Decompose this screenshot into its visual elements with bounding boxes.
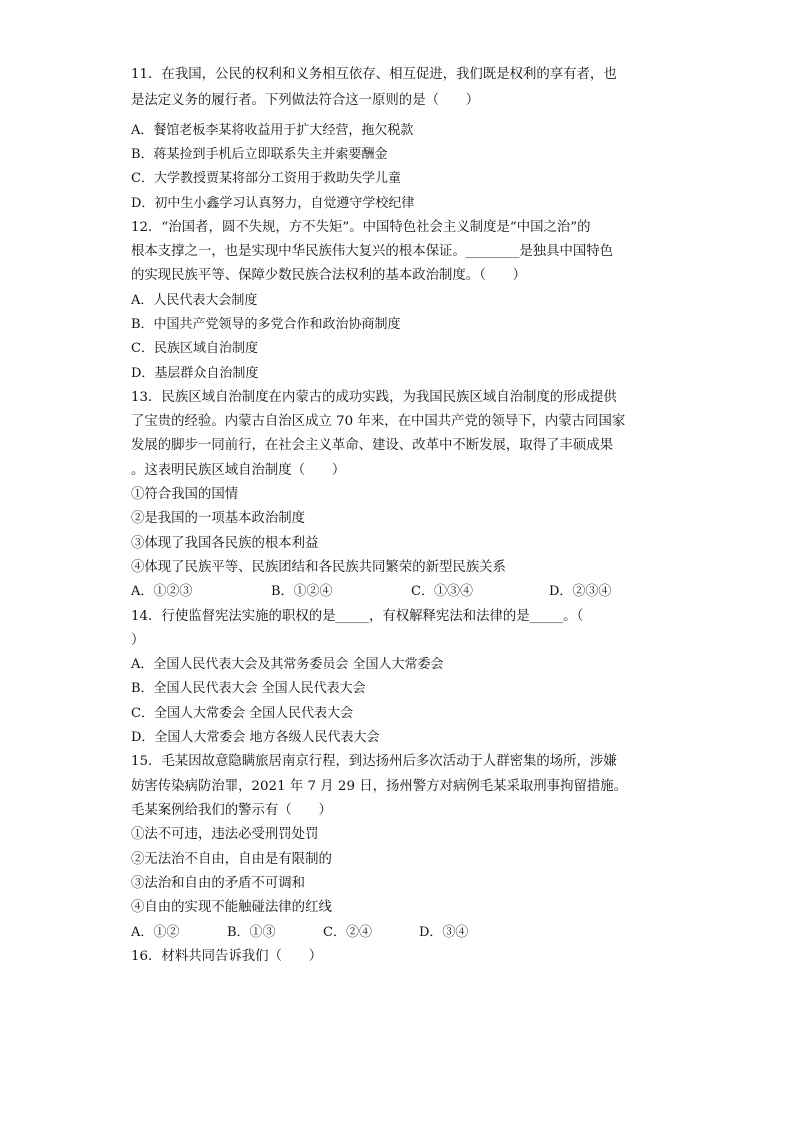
question-11-option-c[interactable]: C．大学教授贾某将部分工资用于救助失学儿童 [131,171,401,186]
question-12-option-d[interactable]: D．基层群众自治制度 [131,366,259,381]
question-14-line-1: 14．行使监督宪法实施的职权的是_____，有权解释宪法和法律的是_____。（ [131,609,584,624]
question-12-line-3: 的实现民族平等、保障少数民族合法权利的基本政治制度。（ ） [131,268,527,283]
question-14-option-b[interactable]: B．全国人民代表大会 全国人民代表大会 [131,681,366,696]
question-13-answer-row [131,583,671,601]
question-13-line-4: 。这表明民族区域自治制度（ ） [131,463,346,478]
question-15-statement-1: ①法不可违，违法必受刑罚处罚 [131,827,319,842]
question-12-line-1: 12．“治国者，圆不失规，方不失矩”。中国特色社会主义制度是“中国之治”的 [131,220,591,235]
question-14-line-2: ） [131,633,145,648]
question-13-option-d[interactable]: D．②③④ [549,584,612,599]
question-13-line-2: 了宝贵的经验。内蒙古自治区成立 70 年来，在中国共产党的领导下，内蒙古同国家 [131,414,626,429]
question-11-option-d[interactable]: D．初中生小鑫学习认真努力，自觉遵守学校纪律 [131,196,415,211]
question-14-option-c[interactable]: C．全国人大常委会 全国人民代表大会 [131,706,354,721]
question-13-option-c[interactable]: C．①③④ [411,584,473,599]
question-15-statement-2: ②无法治不自由，自由是有限制的 [131,852,332,867]
question-12-option-b[interactable]: B．中国共产党领导的多党合作和政治协商制度 [131,317,401,332]
question-11-option-a[interactable]: A．餐馆老板李某将收益用于扩大经营，拖欠税款 [131,123,414,138]
question-13-line-3: 发展的脚步一同前行，在社会主义革命、建设、改革中不断发展，取得了丰硕成果 [131,438,614,453]
question-13-option-b[interactable]: B．①②④ [271,584,333,599]
question-15-option-d[interactable]: D．③④ [419,925,469,940]
question-15-line-1: 15．毛某因故意隐瞒旅居南京行程，到达扬州后多次活动于人群密集的场所，涉嫌 [131,754,617,769]
question-14-option-a[interactable]: A．全国人民代表大会及其常务委员会 全国人大常委会 [131,657,444,672]
question-11-line-1: 11．在我国，公民的权利和义务相互依存、相互促进，我们既是权利的享有者，也 [131,67,617,82]
question-13-statement-1: ①符合我国的国情 [131,487,239,502]
question-15-line-2: 妨害传染病防治罪，2021 年 7 月 29 日，扬州警方对病例毛某采取刑事拘留措施。 [131,779,628,794]
question-13-statement-3: ③体现了我国各民族的根本利益 [131,536,319,551]
question-13-option-a[interactable]: A．①②③ [131,584,193,599]
question-13-statement-4: ④体现了民族平等、民族团结和各民族共同繁荣的新型民族关系 [131,560,506,575]
question-15-line-3: 毛某案例给我们的警示有（ ） [131,803,332,818]
question-13-statement-2: ②是我国的一项基本政治制度 [131,511,306,526]
question-13-line-1: 13．民族区域自治制度在内蒙古的成功实践，为我国民族区域自治制度的形成提供 [131,390,617,405]
question-11-option-b[interactable]: B．蒋某捡到手机后立即联系失主并索要酬金 [131,147,388,162]
question-14-option-d[interactable]: D．全国人大常委会 地方各级人民代表大会 [131,730,380,745]
question-15-option-b[interactable]: B．①③ [227,925,276,940]
question-15-answer-row [131,924,671,942]
question-16-line-1: 16．材料共同告诉我们（ ） [131,949,323,964]
question-12-option-c[interactable]: C．民族区域自治制度 [131,341,258,356]
question-15-statement-3: ③法治和自由的矛盾不可调和 [131,876,306,891]
question-15-option-c[interactable]: C．②④ [323,925,372,940]
question-15-statement-4: ④自由的实现不能触碰法律的红线 [131,900,332,915]
question-11-line-2: 是法定义务的履行者。下列做法符合这一原则的是（ ） [131,93,480,108]
question-15-option-a[interactable]: A．①② [131,925,180,940]
question-12-line-2: 根本支撑之一，也是实现中华民族伟大复兴的根本保证。________是独具中国特色 [131,244,614,259]
question-12-option-a[interactable]: A．人民代表大会制度 [131,293,258,308]
